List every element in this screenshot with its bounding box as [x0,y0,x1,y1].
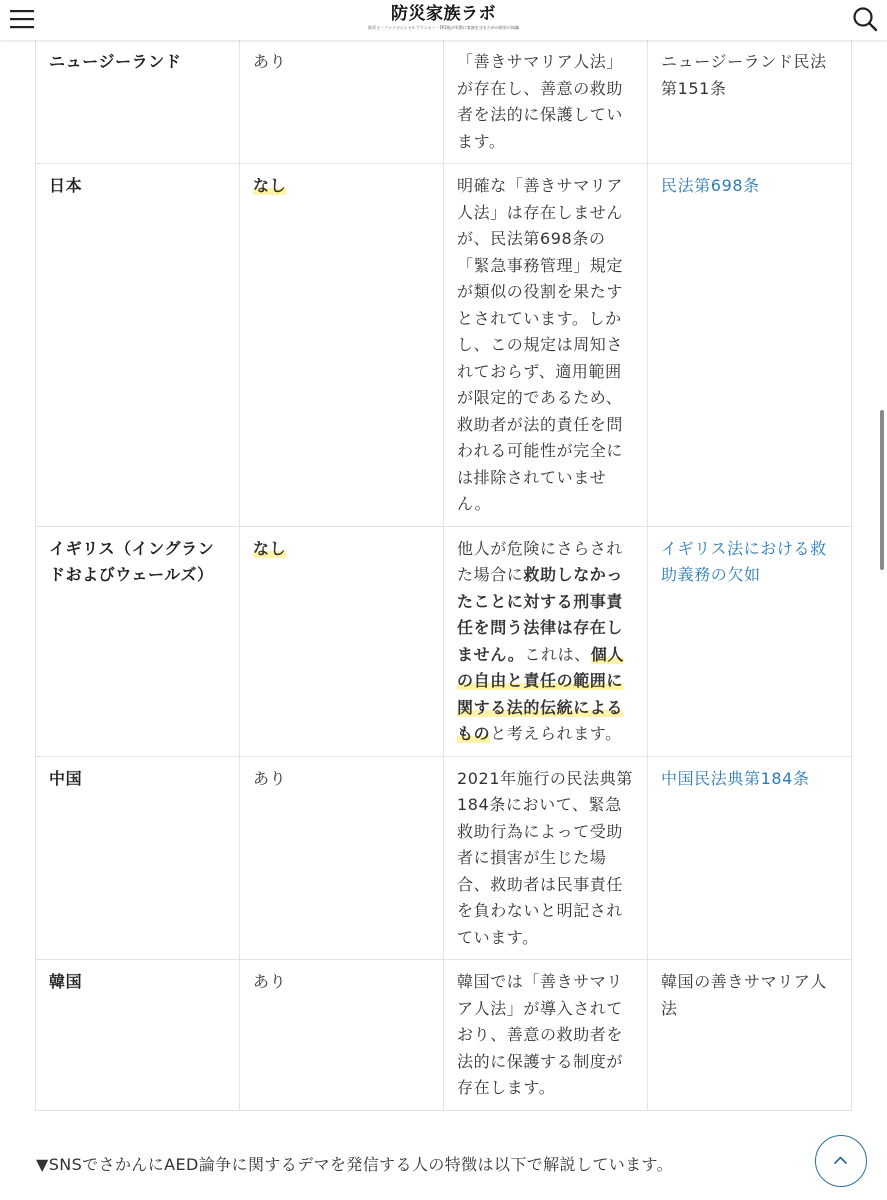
table-row [36,164,852,527]
law-status-text: あり [253,768,287,788]
law-status-cell [240,40,444,164]
law-status-text: あり [253,972,287,991]
description-text: と考えられます。 [490,724,622,743]
description-cell [444,526,648,756]
description-text: 他人が危険にさらされた場合に [457,538,624,584]
comparison-table [35,40,852,1111]
reference-cell [648,164,852,527]
law-status-cell [240,756,444,960]
reference-text: 韓国の善きサマリア人法 [661,972,828,1018]
description-text: 救助しなかったことに対する刑事責任を問う法律は存在しません。 [457,565,624,664]
country-cell: ニュージーランド [36,40,240,164]
description-text: 韓国では「善きサマリア人法」が導入されており、善意の救助者を法的に保護する制度が存在します。 [457,972,624,1097]
law-status-text: なし [253,176,287,195]
reference-cell [648,40,852,164]
law-status-cell [240,526,444,756]
table-row [36,756,852,960]
comparison-table-wrapper [35,40,851,1111]
reference-link[interactable]: イギリス法における救助義務の欠如 [661,538,827,584]
country-cell: 日本 [36,164,240,527]
site-subtitle: 防災士・ファイナンシャルプランナー・FP2級が実際に家族を守るための防災の知識 [368,25,519,30]
description-text: 明確な「善きサマリア人法」は存在しませんが、民法第698条の「緊急事務管理」規定が類似の役割を果たすとされています。しかし、この規定は周知されておらず、適用範囲が限定的であるため、救助者が法的責任を問われる可能性が完全には排除されていません。 [457,176,624,513]
description-cell [444,960,648,1111]
description-text: 2021年施行の民法典第184条において、緊急救助行為によって受助者に損害が生じた場合、救助者は民事責任を負わないと明記されています。 [457,768,633,947]
reference-link[interactable]: 民法第698条 [661,176,760,195]
chevron-up-icon [816,1136,865,1185]
page-scrollbar[interactable] [880,410,884,570]
law-status-cell [240,164,444,527]
table-row [36,40,852,164]
description-text: これは、 [524,644,591,664]
law-status-text: あり [253,52,287,71]
description-cell [444,164,648,527]
reference-cell [648,756,852,960]
site-title: 防災家族ラボ [391,4,496,24]
country-cell: イギリス（イングランドおよびウェールズ） [36,526,240,756]
site-logo[interactable] [0,4,887,31]
description-text: 「善きサマリア人法」が存在し、善意の救助者を法的に保護しています。 [457,52,624,151]
search-icon[interactable] [851,5,879,33]
table-row [36,526,852,756]
country-cell: 中国 [36,756,240,960]
reference-link[interactable]: 中国民法典第184条 [661,768,810,788]
description-cell [444,756,648,960]
reference-cell [648,960,852,1111]
description-cell [444,40,648,164]
description-text: 個人の自由と責任の範囲に関する法的伝統によるもの [457,644,624,743]
site-header [0,0,887,40]
reference-cell [648,526,852,756]
reference-text: ニュージーランド民法第151条 [661,52,827,98]
law-status-cell [240,960,444,1111]
scroll-to-top-button[interactable] [815,1135,867,1187]
related-article-text: ▼SNSでさかんにAED論争に関するデマを発信する人の特徴は以下で解説しています。 [36,1155,674,1174]
country-cell: 韓国 [36,960,240,1111]
law-status-text: なし [253,538,287,558]
table-row [36,960,852,1111]
table-body [36,40,852,1110]
